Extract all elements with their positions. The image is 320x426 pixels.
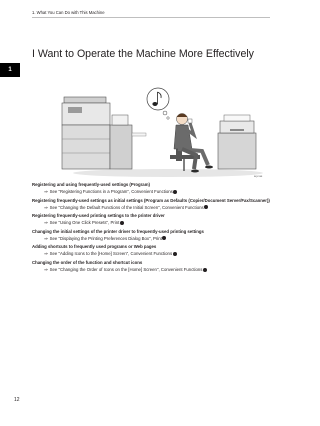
section-printer-driver xyxy=(32,213,272,226)
section-heading: Registering frequently-used settings as initial settings (Program as Defaults (Copier/Document Server/Fax/Scanner)) xyxy=(32,197,270,203)
reference-text[interactable]: See "Registering Functions in a Program", Convenient Functions xyxy=(49,189,173,194)
arrow-icon: ⇒ xyxy=(44,189,48,194)
content-body xyxy=(32,182,272,276)
manual-reference-icon xyxy=(173,190,177,194)
manual-reference-icon xyxy=(120,221,124,225)
reference-text[interactable]: See "Displaying the Printing Preferences Dialog Box", Print xyxy=(49,235,162,241)
manual-reference-icon xyxy=(173,252,177,256)
header-rule xyxy=(32,17,270,18)
manual-reference-icon xyxy=(162,236,166,240)
reference-text[interactable]: See "Changing the Default Functions of the Initial Screen", Convenient Functions xyxy=(49,204,204,210)
section-heading: Adding shortcuts to frequently used programs or Web pages xyxy=(32,244,157,250)
section-shortcuts xyxy=(32,244,272,257)
page-number: 12 xyxy=(14,397,20,403)
arrow-icon: ⇒ xyxy=(44,204,48,210)
section-heading: Changing the initial settings of the printer driver to frequently-used printing settings xyxy=(32,228,204,234)
section-initial-printing xyxy=(32,229,272,242)
see-reference[interactable] xyxy=(44,236,272,242)
page-title: I Want to Operate the Machine More Effectively xyxy=(32,48,254,60)
reference-text[interactable]: See "Using One Click Presets", Print xyxy=(49,220,120,226)
arrow-icon: ⇒ xyxy=(44,220,48,226)
reference-text[interactable]: See "Changing the Order of Icons on the [Home] Screen", Convenient Functions xyxy=(49,266,203,272)
chapter-tab: 1 xyxy=(0,63,20,77)
person-drinking-coffee-icon xyxy=(170,114,213,173)
illustration-label: BQX108 xyxy=(254,176,263,178)
music-note-icon xyxy=(147,88,169,119)
desk-printer-icon xyxy=(218,115,256,169)
multifunction-printer-icon xyxy=(62,97,146,169)
see-reference[interactable] xyxy=(44,267,272,273)
manual-reference-icon xyxy=(204,205,208,209)
arrow-icon: ⇒ xyxy=(44,266,48,272)
see-reference[interactable] xyxy=(44,251,272,257)
office-illustration xyxy=(58,85,264,178)
section-program-defaults xyxy=(32,198,272,211)
running-header: 1. What You Can Do with This Machine xyxy=(32,10,105,15)
see-reference[interactable] xyxy=(44,189,272,195)
section-icon-order xyxy=(32,260,272,273)
section-heading: Registering and using frequently-used settings (Program) xyxy=(32,182,150,187)
section-heading: Changing the order of the function and shortcut icons xyxy=(32,259,143,265)
see-reference[interactable] xyxy=(44,205,272,211)
arrow-icon: ⇒ xyxy=(44,235,48,241)
reference-text[interactable]: See "Adding Icons to the [Home] Screen", Convenient Functions xyxy=(49,251,173,257)
arrow-icon: ⇒ xyxy=(44,251,48,257)
see-reference[interactable] xyxy=(44,220,272,226)
manual-reference-icon xyxy=(203,268,207,272)
section-heading: Registering frequently-used printing settings to the printer driver xyxy=(32,213,165,219)
section-program xyxy=(32,182,272,195)
